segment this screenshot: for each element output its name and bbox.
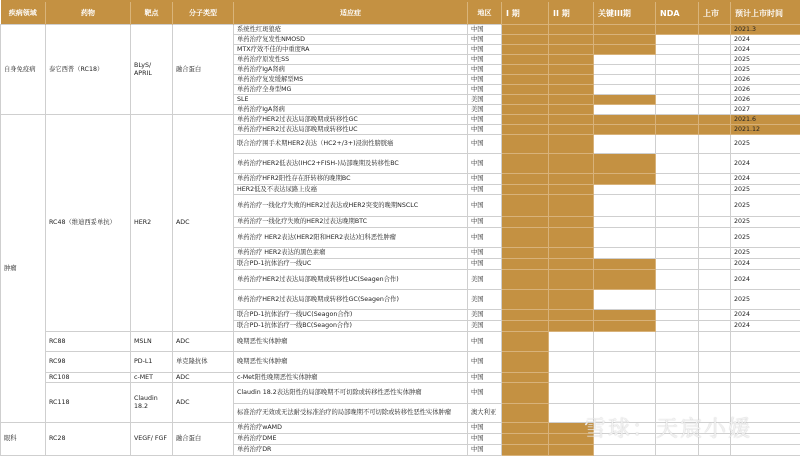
stage-phase1-cell (502, 135, 549, 154)
stage-phase1-cell (502, 434, 549, 445)
stage-phase3-cell (594, 217, 656, 228)
expected-date: 2024 (731, 259, 800, 270)
expected-date (731, 373, 800, 383)
indication: 单药治疗DME (234, 434, 468, 445)
stage-nda-cell (656, 228, 699, 248)
stage-phase1-cell (502, 321, 549, 332)
region: 中国 (468, 445, 502, 456)
stage-phase3-cell (594, 125, 656, 135)
expected-date: 2024 (731, 174, 800, 185)
expected-date: 2026 (731, 75, 800, 85)
drug-name: 泰它西普（RC18） (46, 25, 131, 115)
stage-nda-cell (656, 85, 699, 95)
header-phase1: I 期 (502, 1, 549, 25)
stage-launch-cell (699, 95, 731, 105)
region: 中国 (468, 228, 502, 248)
expected-date: 2024 (731, 310, 800, 321)
stage-phase1-cell (502, 85, 549, 95)
indication: 单药治疗HER2过表达局部晚期或转移性UC(Seagen合作) (234, 270, 468, 290)
region: 中国 (468, 383, 502, 404)
stage-nda-cell (656, 135, 699, 154)
stage-phase1-cell (502, 373, 549, 383)
expected-date: 2024 (731, 154, 800, 174)
stage-phase3-cell (594, 321, 656, 332)
region: 中国 (468, 259, 502, 270)
stage-nda-cell (656, 217, 699, 228)
stage-nda-cell (656, 75, 699, 85)
header-phase3: 关键III期 (594, 1, 656, 25)
expected-date (731, 383, 800, 404)
stage-phase1-cell (502, 259, 549, 270)
stage-phase3-cell (594, 445, 656, 456)
molecule-type: ADC (173, 115, 234, 332)
stage-phase1-cell (502, 332, 549, 352)
stage-phase2-cell (549, 270, 594, 290)
region: 中国 (468, 248, 502, 259)
header-row (1, 1, 800, 25)
region: 中国 (468, 434, 502, 445)
header-phase2: II 期 (549, 1, 594, 25)
stage-phase2-cell (549, 75, 594, 85)
expected-date (731, 445, 800, 456)
stage-nda-cell (656, 310, 699, 321)
indication: 单药治疗原发性SS (234, 55, 468, 65)
stage-launch-cell (699, 85, 731, 95)
stage-launch-cell (699, 259, 731, 270)
table-row (1, 373, 800, 383)
drug-name: RC118 (46, 383, 131, 423)
expected-date: 2021.6 (731, 115, 800, 125)
target: PD-L1 (131, 352, 173, 373)
disease-domain: 肿瘤 (1, 115, 46, 423)
stage-launch-cell (699, 35, 731, 45)
stage-launch-cell (699, 217, 731, 228)
region: 中国 (468, 135, 502, 154)
stage-phase1-cell (502, 404, 549, 423)
indication: 单药治疗IgA肾病 (234, 105, 468, 115)
stage-phase2-cell (549, 45, 594, 55)
stage-nda-cell (656, 105, 699, 115)
stage-phase3-cell (594, 383, 656, 404)
region: 中国 (468, 115, 502, 125)
stage-phase3-cell (594, 35, 656, 45)
expected-date: 2024 (731, 45, 800, 55)
stage-launch-cell (699, 445, 731, 456)
stage-phase2-cell (549, 85, 594, 95)
indication: 单药治疗 HER2表达(HER2阳和HER2表达)妇科恶性肿瘤 (234, 228, 468, 248)
indication: 系统性红斑狼疮 (234, 25, 468, 35)
stage-launch-cell (699, 332, 731, 352)
stage-phase2-cell (549, 195, 594, 217)
stage-phase2-cell (549, 185, 594, 195)
indication: 单药治疗HER2过表达局部晚期或转移性GC (234, 115, 468, 125)
stage-launch-cell (699, 228, 731, 248)
stage-phase1-cell (502, 352, 549, 373)
region: 美国 (468, 310, 502, 321)
header-domain: 疾病领域 (1, 1, 46, 25)
stage-nda-cell (656, 154, 699, 174)
stage-launch-cell (699, 105, 731, 115)
stage-phase3-cell (594, 228, 656, 248)
indication: 单药治疗全身型MG (234, 85, 468, 95)
stage-phase1-cell (502, 310, 549, 321)
region: 中国 (468, 85, 502, 95)
stage-phase2-cell (549, 248, 594, 259)
stage-phase3-cell (594, 135, 656, 154)
indication: 单药治疗HER2低表达(IHC2+FISH-)局部晚期及转移性BC (234, 154, 468, 174)
table-row (1, 383, 800, 404)
stage-phase1-cell (502, 248, 549, 259)
stage-phase1-cell (502, 290, 549, 310)
stage-phase2-cell (549, 105, 594, 115)
stage-phase1-cell (502, 105, 549, 115)
expected-date: 2025 (731, 290, 800, 310)
stage-launch-cell (699, 135, 731, 154)
indication: HER2低及不表达尿路上皮癌 (234, 185, 468, 195)
stage-nda-cell (656, 195, 699, 217)
indication: 单药治疗IgA肾病 (234, 65, 468, 75)
expected-date (731, 332, 800, 352)
stage-phase2-cell (549, 174, 594, 185)
stage-phase1-cell (502, 228, 549, 248)
stage-nda-cell (656, 174, 699, 185)
stage-nda-cell (656, 65, 699, 75)
region: 中国 (468, 25, 502, 35)
stage-phase3-cell (594, 45, 656, 55)
table-row (1, 25, 800, 35)
stage-phase2-cell (549, 125, 594, 135)
expected-date: 2021.3 (731, 25, 800, 35)
stage-phase1-cell (502, 185, 549, 195)
stage-phase1-cell (502, 65, 549, 75)
indication: 单药治疗 HER2表达的黑色素瘤 (234, 248, 468, 259)
stage-phase3-cell (594, 154, 656, 174)
stage-phase3-cell (594, 65, 656, 75)
expected-date: 2024 (731, 35, 800, 45)
stage-phase2-cell (549, 290, 594, 310)
stage-launch-cell (699, 65, 731, 75)
stage-nda-cell (656, 373, 699, 383)
stage-launch-cell (699, 185, 731, 195)
stage-launch-cell (699, 75, 731, 85)
region: 中国 (468, 45, 502, 55)
stage-launch-cell (699, 248, 731, 259)
indication: 晚期恶性实体肿瘤 (234, 332, 468, 352)
stage-nda-cell (656, 45, 699, 55)
indication: 晚期恶性实体肿瘤 (234, 352, 468, 373)
region: 美国 (468, 321, 502, 332)
stage-phase3-cell (594, 248, 656, 259)
stage-phase3-cell (594, 310, 656, 321)
stage-phase2-cell (549, 115, 594, 125)
stage-phase2-cell (549, 352, 594, 373)
indication: 单药治疗复发缓解型MS (234, 75, 468, 85)
stage-phase3-cell (594, 55, 656, 65)
stage-phase3-cell (594, 290, 656, 310)
indication: 联合PD-1抗体治疗一线UC (234, 259, 468, 270)
region: 中国 (468, 373, 502, 383)
header-drug: 药物 (46, 1, 131, 25)
stage-phase1-cell (502, 195, 549, 217)
target: c-MET (131, 373, 173, 383)
indication: 单药治疗wAMD (234, 423, 468, 434)
region: 中国 (468, 423, 502, 434)
molecule-type: ADC (173, 373, 234, 383)
stage-phase1-cell (502, 115, 549, 125)
stage-phase3-cell (594, 105, 656, 115)
indication: Claudin 18.2表达阳性的局部晚期不可切除或转移性恶性实体肿瘤 (234, 383, 468, 404)
indication: 单药治疗HFR2阳性存在肝转移的晚期BC (234, 174, 468, 185)
expected-date: 2025 (731, 185, 800, 195)
expected-date: 2024 (731, 321, 800, 332)
stage-nda-cell (656, 270, 699, 290)
region: 美国 (468, 95, 502, 105)
region: 中国 (468, 35, 502, 45)
expected-date: 2025 (731, 195, 800, 217)
stage-launch-cell (699, 195, 731, 217)
indication: 单药治疗复发性NMOSD (234, 35, 468, 45)
region: 中国 (468, 75, 502, 85)
stage-phase3-cell (594, 75, 656, 85)
header-type: 分子类型 (173, 1, 234, 25)
stage-phase3-cell (594, 174, 656, 185)
stage-launch-cell (699, 310, 731, 321)
stage-phase1-cell (502, 423, 549, 434)
stage-nda-cell (656, 95, 699, 105)
stage-phase3-cell (594, 270, 656, 290)
stage-phase3-cell (594, 332, 656, 352)
region: 中国 (468, 352, 502, 373)
stage-phase1-cell (502, 383, 549, 404)
stage-phase2-cell (549, 35, 594, 45)
stage-phase1-cell (502, 125, 549, 135)
stage-phase2-cell (549, 321, 594, 332)
stage-phase3-cell (594, 373, 656, 383)
indication: 单药治疗HER2过表达局部晚期或转移性UC (234, 125, 468, 135)
header-nda: NDA (656, 1, 699, 25)
stage-phase2-cell (549, 310, 594, 321)
stage-nda-cell (656, 115, 699, 125)
region: 中国 (468, 55, 502, 65)
stage-launch-cell (699, 321, 731, 332)
table-row (1, 352, 800, 373)
region: 中国 (468, 195, 502, 217)
stage-launch-cell (699, 55, 731, 65)
stage-launch-cell (699, 270, 731, 290)
region: 澳大利亚 (468, 404, 502, 423)
stage-phase3-cell (594, 115, 656, 125)
stage-phase1-cell (502, 55, 549, 65)
stage-phase1-cell (502, 45, 549, 55)
stage-launch-cell (699, 383, 731, 404)
stage-phase1-cell (502, 75, 549, 85)
stage-nda-cell (656, 321, 699, 332)
stage-phase1-cell (502, 35, 549, 45)
stage-launch-cell (699, 154, 731, 174)
stage-phase3-cell (594, 352, 656, 373)
stage-launch-cell (699, 45, 731, 55)
stage-nda-cell (656, 259, 699, 270)
expected-date: 2026 (731, 85, 800, 95)
indication: 单药治疗一线化疗失败的HER2过表达晚期BTC (234, 217, 468, 228)
stage-nda-cell (656, 332, 699, 352)
drug-name: RC108 (46, 373, 131, 383)
stage-phase3-cell (594, 95, 656, 105)
molecule-type: ADC (173, 332, 234, 352)
stage-launch-cell (699, 352, 731, 373)
stage-nda-cell (656, 352, 699, 373)
target: BLyS/ APRIL (131, 25, 173, 115)
stage-phase2-cell (549, 65, 594, 75)
stage-phase3-cell (594, 185, 656, 195)
target: Claudin 18.2 (131, 383, 173, 423)
expected-date: 2025 (731, 65, 800, 75)
indication: MTX疗效不佳的中重度RA (234, 45, 468, 55)
table-row (1, 115, 800, 125)
expected-date: 2025 (731, 135, 800, 154)
molecule-type: ADC (173, 383, 234, 423)
region: 中国 (468, 174, 502, 185)
stage-nda-cell (656, 185, 699, 195)
region: 中国 (468, 332, 502, 352)
stage-phase2-cell (549, 259, 594, 270)
stage-phase2-cell (549, 217, 594, 228)
stage-phase3-cell (594, 25, 656, 35)
disease-domain: 自身免疫病 (1, 25, 46, 115)
stage-phase1-cell (502, 445, 549, 456)
stage-phase2-cell (549, 55, 594, 65)
stage-phase2-cell (549, 154, 594, 174)
molecule-type: 融合蛋白 (173, 423, 234, 456)
target: HER2 (131, 115, 173, 332)
target: MSLN (131, 332, 173, 352)
expected-date: 2021.12 (731, 125, 800, 135)
stage-phase2-cell (549, 228, 594, 248)
stage-nda-cell (656, 25, 699, 35)
header-region: 地区 (468, 1, 502, 25)
expected-date: 2024 (731, 270, 800, 290)
stage-phase2-cell (549, 135, 594, 154)
stage-phase2-cell (549, 95, 594, 105)
drug-name: RC88 (46, 332, 131, 352)
stage-launch-cell (699, 115, 731, 125)
drug-name: RC28 (46, 423, 131, 456)
stage-phase3-cell (594, 85, 656, 95)
target: VEGF/ FGF (131, 423, 173, 456)
stage-phase1-cell (502, 95, 549, 105)
expected-date: 2025 (731, 217, 800, 228)
stage-nda-cell (656, 290, 699, 310)
stage-phase2-cell (549, 445, 594, 456)
stage-phase1-cell (502, 25, 549, 35)
expected-date (731, 352, 800, 373)
stage-launch-cell (699, 125, 731, 135)
stage-phase1-cell (502, 174, 549, 185)
stage-phase3-cell (594, 259, 656, 270)
region: 美国 (468, 290, 502, 310)
region: 中国 (468, 217, 502, 228)
drug-name: RC98 (46, 352, 131, 373)
drug-name: RC48（维迪西妥单抗） (46, 115, 131, 332)
table-row (1, 332, 800, 352)
region: 中国 (468, 125, 502, 135)
stage-nda-cell (656, 248, 699, 259)
stage-launch-cell (699, 373, 731, 383)
indication: 标准治疗无效或无法耐受标准治疗的局部晚期不可切除或转移性恶性实体肿瘤 (234, 404, 468, 423)
indication: SLE (234, 95, 468, 105)
table-body (1, 25, 800, 456)
stage-nda-cell (656, 383, 699, 404)
stage-phase1-cell (502, 270, 549, 290)
expected-date: 2027 (731, 105, 800, 115)
stage-launch-cell (699, 25, 731, 35)
region: 中国 (468, 65, 502, 75)
header-indication: 适应症 (234, 1, 468, 25)
stage-phase3-cell (594, 195, 656, 217)
region: 美国 (468, 270, 502, 290)
header-expected-date: 预计上市时间 (731, 1, 800, 25)
region: 美国 (468, 105, 502, 115)
header-target: 靶点 (131, 1, 173, 25)
watermark: 雪球：天宸小媛 (584, 417, 753, 442)
stage-phase2-cell (549, 25, 594, 35)
stage-phase1-cell (502, 154, 549, 174)
stage-launch-cell (699, 290, 731, 310)
region: 中国 (468, 154, 502, 174)
stage-phase2-cell (549, 383, 594, 404)
stage-nda-cell (656, 35, 699, 45)
stage-nda-cell (656, 125, 699, 135)
indication: 联合治疗围手术期HER2表达（HC2+/3+)浸润性膀胱癌 (234, 135, 468, 154)
stage-nda-cell (656, 55, 699, 65)
indication: c-Met阳性晚期恶性实体肿瘤 (234, 373, 468, 383)
expected-date: 2025 (731, 248, 800, 259)
stage-launch-cell (699, 174, 731, 185)
indication: 联合PD-1抗体治疗一线BC(Seagon合作) (234, 321, 468, 332)
expected-date: 2026 (731, 95, 800, 105)
stage-phase2-cell (549, 373, 594, 383)
indication: 单药治疗一线化疗失败的HER2过表达或HER2突变的晚期NSCLC (234, 195, 468, 217)
stage-phase2-cell (549, 332, 594, 352)
molecule-type: 单克隆抗体 (173, 352, 234, 373)
indication: 单药治疗HER2过表达局部晚期或转移性GC(Seagen合作) (234, 290, 468, 310)
expected-date: 2025 (731, 55, 800, 65)
region: 中国 (468, 185, 502, 195)
molecule-type: 融合蛋白 (173, 25, 234, 115)
stage-nda-cell (656, 445, 699, 456)
expected-date: 2025 (731, 228, 800, 248)
header-launch: 上市 (699, 1, 731, 25)
indication: 联合PD-1抗体治疗一线UC(Seagon合作) (234, 310, 468, 321)
stage-phase1-cell (502, 217, 549, 228)
indication: 单药治疗DR (234, 445, 468, 456)
disease-domain: 眼科 (1, 423, 46, 456)
